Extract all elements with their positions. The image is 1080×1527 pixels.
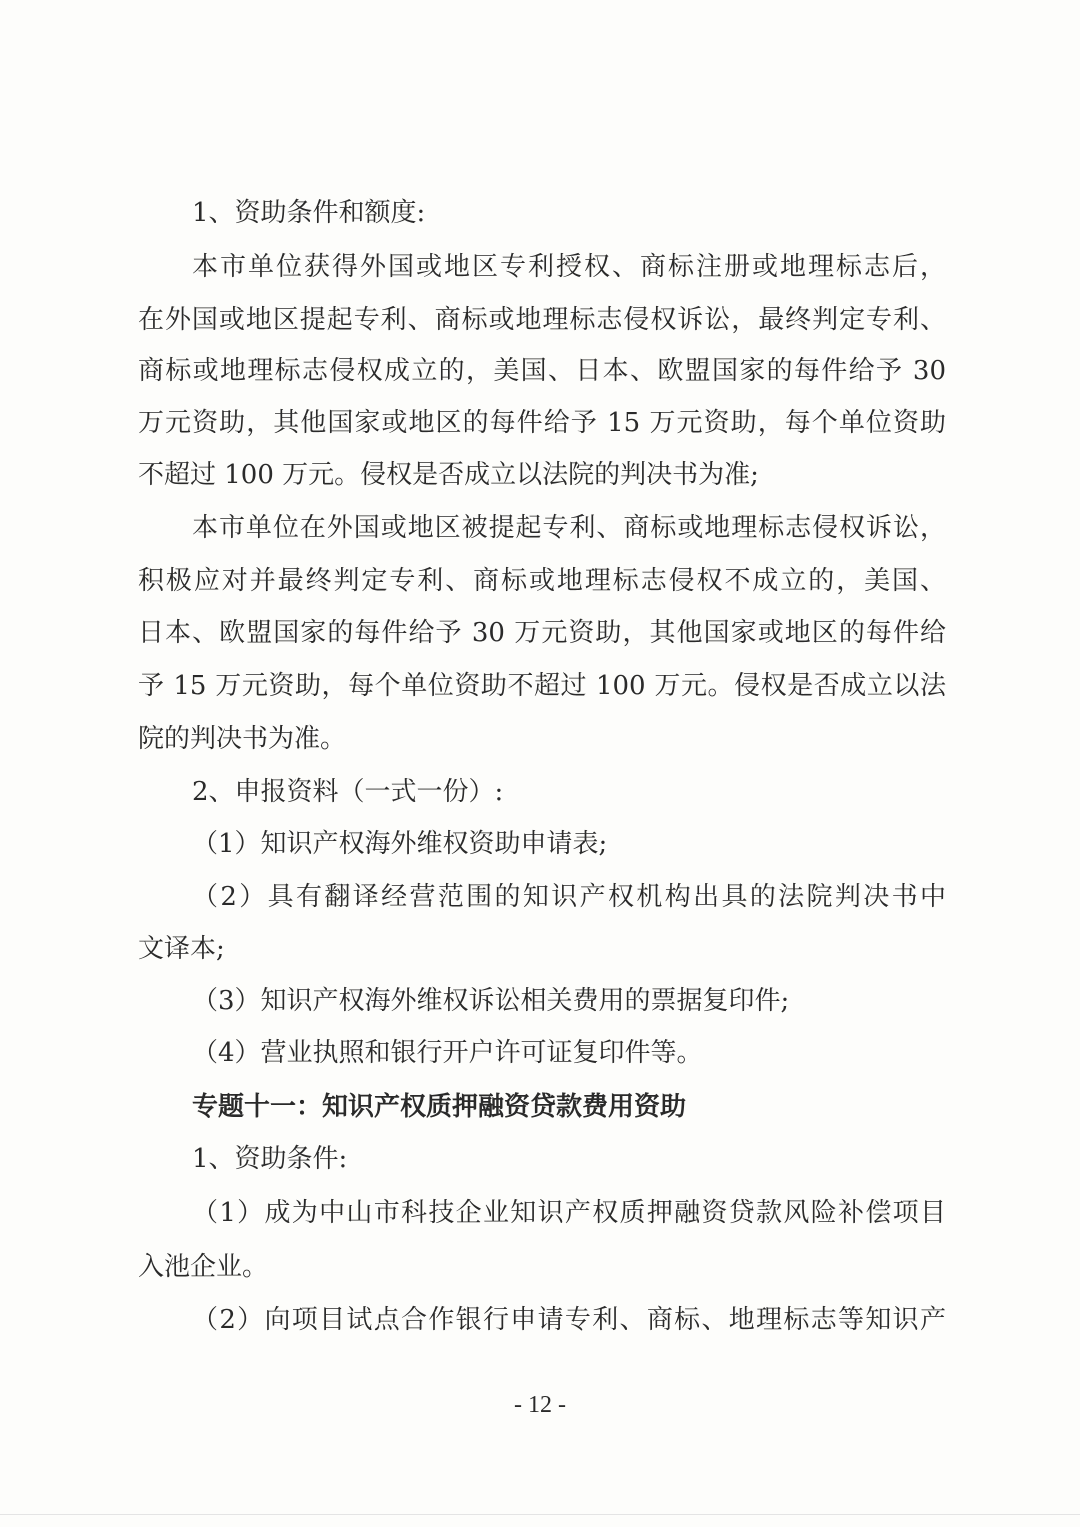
paragraph-line: 万元资助，其他国家或地区的每件给予 15 万元资助，每个单位资助 <box>138 408 946 438</box>
list-item-continuation: 入池企业。 <box>138 1252 269 1282</box>
page-number: - 12 - <box>514 1392 566 1418</box>
paragraph-line: 商标或地理标志侵权成立的，美国、日本、欧盟国家的每件给予 30 <box>138 356 946 386</box>
paragraph-line: 在外国或地区提起专利、商标或地理标志侵权诉讼，最终判定专利、 <box>138 305 946 335</box>
section-heading: 1、资助条件: <box>192 1144 348 1174</box>
paragraph-line: 院的判决书为准。 <box>138 724 347 754</box>
paragraph-line: 本市单位获得外国或地区专利授权、商标注册或地理标志后， <box>192 252 946 282</box>
list-item: （1）知识产权海外维权资助申请表; <box>192 829 608 859</box>
list-item: （2）具有翻译经营范围的知识产权机构出具的法院判决书中 <box>192 882 946 912</box>
list-item: （4）营业执照和银行开户许可证复印件等。 <box>192 1038 703 1068</box>
paragraph-line: 日本、欧盟国家的每件给予 30 万元资助，其他国家或地区的每件给 <box>138 618 946 648</box>
paragraph-line: 积极应对并最终判定专利、商标或地理标志侵权不成立的，美国、 <box>138 566 946 596</box>
list-item: （3）知识产权海外维权诉讼相关费用的票据复印件; <box>192 986 790 1016</box>
paragraph-line: 本市单位在外国或地区被提起专利、商标或地理标志侵权诉讼， <box>192 513 946 543</box>
list-item: （1）成为中山市科技企业知识产权质押融资贷款风险补偿项目 <box>192 1198 946 1228</box>
topic-heading: 专题十一：知识产权质押融资贷款费用资助 <box>192 1092 687 1122</box>
paragraph-line: 予 15 万元资助，每个单位资助不超过 100 万元。侵权是否成立以法 <box>138 671 946 701</box>
section-heading: 2、申报资料（一式一份）: <box>192 777 504 807</box>
list-item-continuation: 文译本; <box>138 934 225 964</box>
page-edge-divider <box>0 1514 1080 1515</box>
paragraph-line: 不超过 100 万元。侵权是否成立以法院的判决书为准; <box>138 460 759 490</box>
list-item: （2）向项目试点合作银行申请专利、商标、地理标志等知识产 <box>192 1305 946 1335</box>
section-heading: 1、资助条件和额度: <box>192 198 426 228</box>
